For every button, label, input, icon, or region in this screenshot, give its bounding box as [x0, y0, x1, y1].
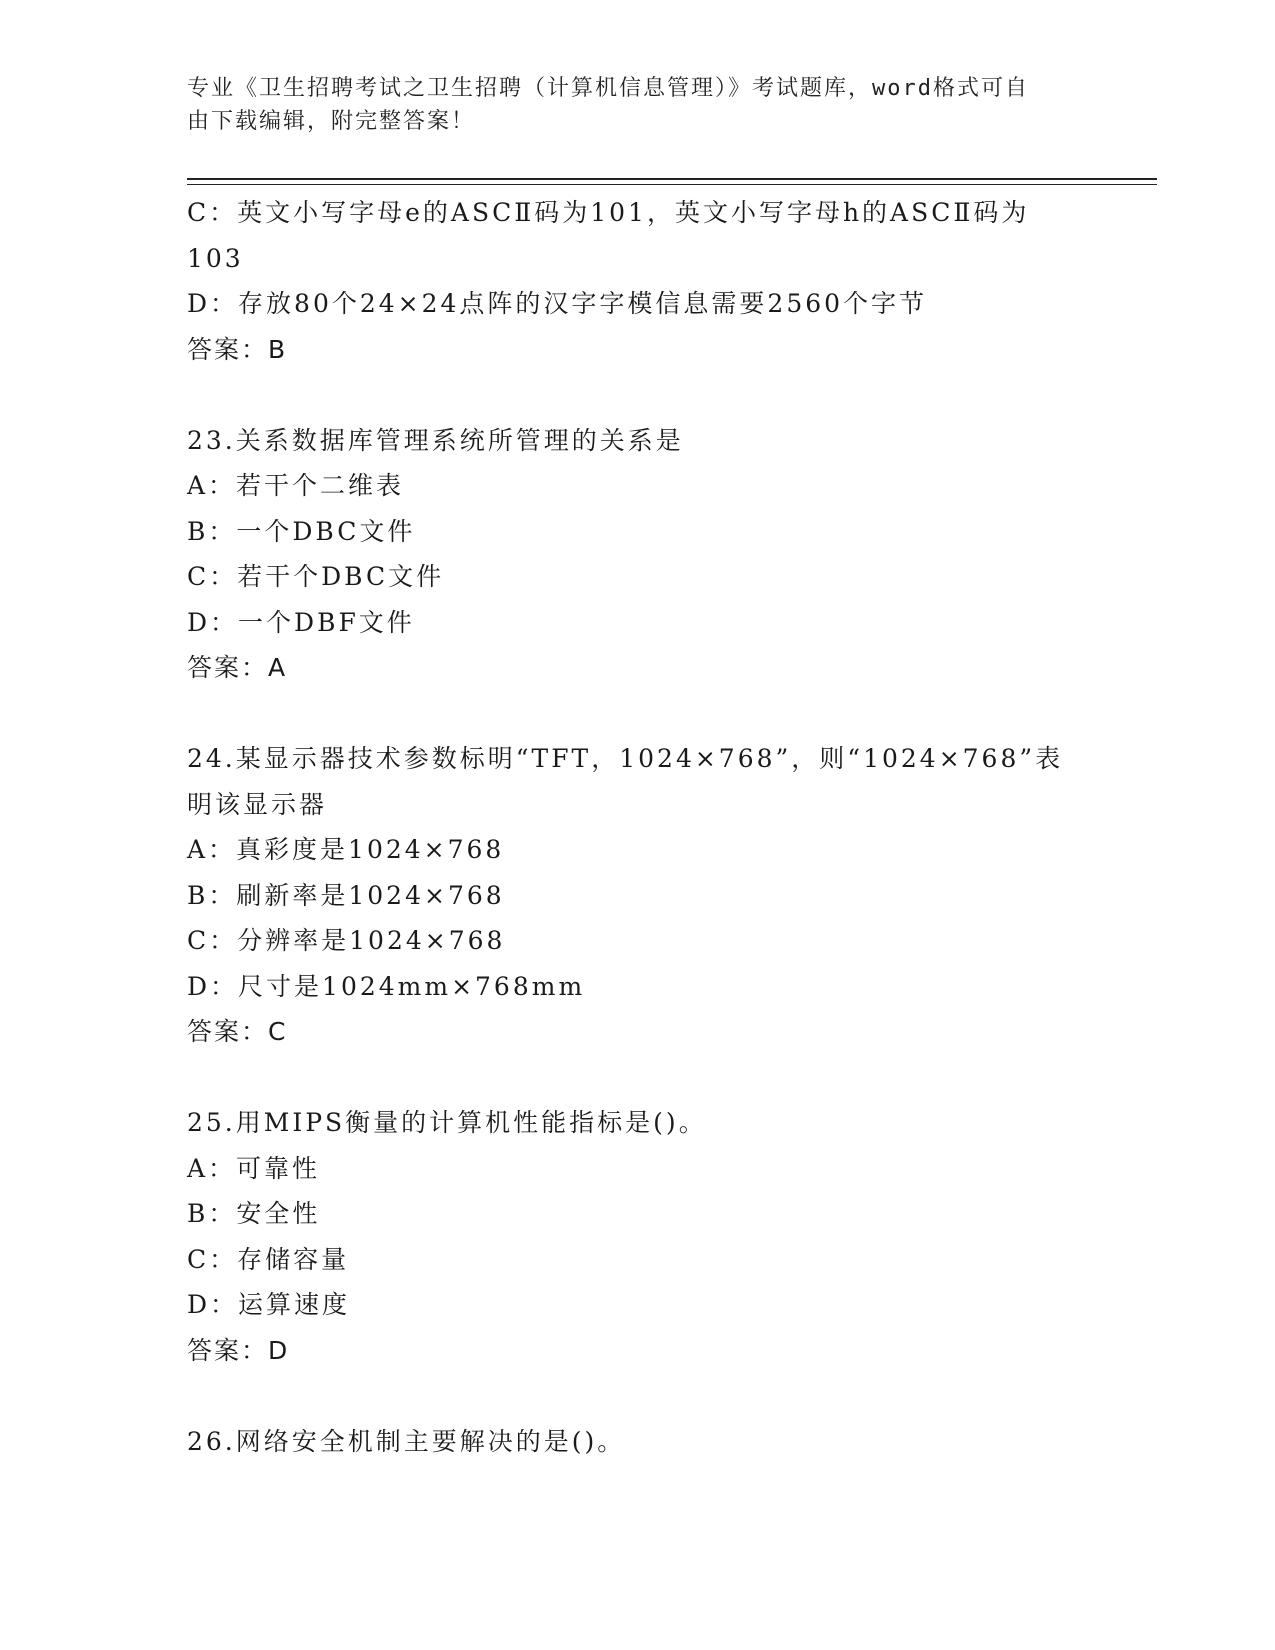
q25-option-c: C：存储容量: [187, 1244, 350, 1274]
q24-option-c: C：分辨率是1024×768: [187, 926, 506, 955]
question-26: [187, 1419, 1067, 1465]
q24-option-b: B：刷新率是1024×768: [187, 880, 505, 910]
q23-option-c: C：若干个DBC文件: [187, 562, 445, 591]
q25-option-a: A：可靠性: [187, 1153, 321, 1183]
q24-stem-line1: 24.某显示器技术参数标明“TFT，1024×768”，则“1024×768”表: [187, 744, 1064, 773]
header-divider-thin: [187, 184, 1157, 185]
q24-answer: 答案：C: [187, 1017, 288, 1046]
q23-option-d: D：一个DBF文件: [187, 607, 415, 637]
header-divider-thick: [187, 178, 1157, 180]
question-25: [187, 1100, 1067, 1373]
question-22-tail: [187, 190, 1067, 372]
q26-stem: 26.网络安全机制主要解决的是()。: [187, 1426, 626, 1456]
spacer: [187, 1055, 1067, 1101]
spacer: [187, 691, 1067, 737]
q25-answer: 答案：D: [187, 1335, 290, 1365]
q22-option-c-line2: 103: [187, 243, 244, 273]
q23-stem: 23.关系数据库管理系统所管理的关系是: [187, 425, 684, 455]
q23-option-b: B：一个DBC文件: [187, 516, 416, 546]
q24-option-d: D：尺寸是1024mm×768mm: [187, 971, 586, 1001]
q25-stem: 25.用MIPS衡量的计算机性能指标是()。: [187, 1108, 707, 1137]
q24-option-a: A：真彩度是1024×768: [187, 835, 505, 864]
question-24: [187, 736, 1067, 1055]
q22-option-c-line1: C：英文小写字母e的ASCⅡ码为101，英文小写字母h的ASCⅡ码为: [187, 198, 1030, 227]
q24-stem-line2: 明该显示器: [187, 789, 328, 819]
q22-answer: 答案：B: [187, 334, 288, 364]
spacer: [187, 372, 1067, 418]
header-line-1: 专业《卫生招聘考试之卫生招聘（计算机信息管理）》考试题库，word格式可自: [187, 76, 1029, 101]
header-line-2: 由下载编辑，附完整答案！: [187, 109, 476, 134]
question-list: [187, 190, 1067, 1464]
q22-option-d: D：存放80个24×24点阵的汉字字模信息需要2560个字节: [187, 289, 928, 318]
q25-option-b: B：安全性: [187, 1199, 321, 1228]
q25-option-d: D：运算速度: [187, 1290, 351, 1319]
spacer: [187, 1373, 1067, 1419]
q23-option-a: A：若干个二维表: [187, 471, 405, 500]
document-header: [187, 72, 1067, 138]
q23-answer: 答案：A: [187, 653, 288, 682]
question-23: [187, 418, 1067, 691]
